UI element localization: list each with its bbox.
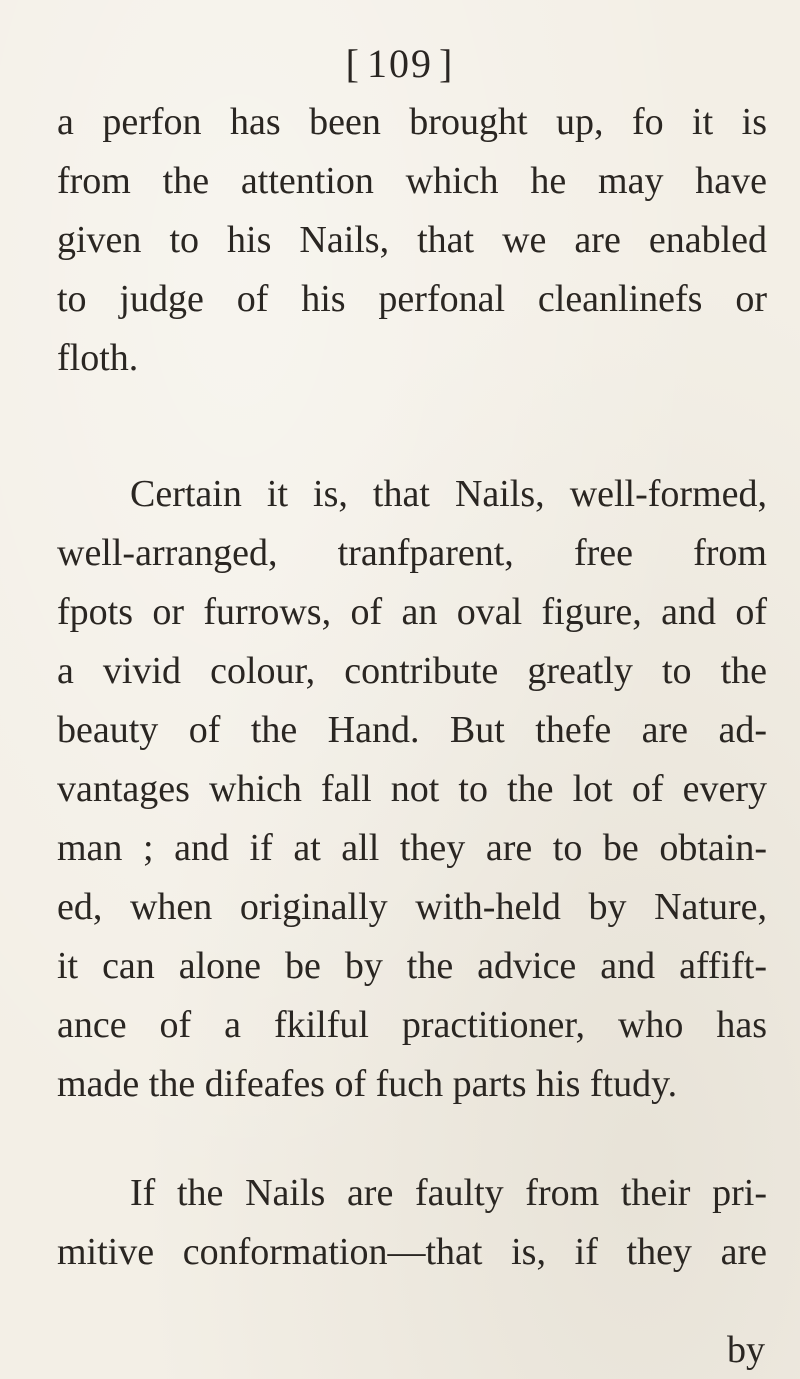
text-line: ance of a fkilful practitioner, who has: [57, 1004, 767, 1046]
text-line: made the difeafes of fuch parts his ftudy.: [57, 1063, 678, 1105]
text-line: ed, when originally with-held by Nature,: [57, 886, 767, 928]
text-line: mitive conformation—that is, if they are: [57, 1231, 767, 1273]
text-line: fpots or furrows, of an oval figure, and of: [57, 591, 767, 633]
text-line: If the Nails are faulty from their pri-: [130, 1172, 767, 1214]
paragraph-1: [57, 93, 767, 388]
page-number: 109: [367, 41, 433, 86]
text-line: Certain it is, that Nails, well-formed,: [130, 473, 767, 515]
text-line: to judge of his perfonal cleanlinefs or: [57, 278, 767, 320]
text-line: given to his Nails, that we are enabled: [57, 219, 767, 261]
paragraph-2: [57, 465, 767, 1114]
text-line: beauty of the Hand. But thefe are ad-: [57, 709, 767, 751]
left-bracket: [: [345, 41, 361, 86]
text-line: floth.: [57, 337, 139, 379]
text-line: a perfon has been brought up, fo it is: [57, 101, 767, 143]
text-line: well-arranged, tranfparent, free from: [57, 532, 767, 574]
text-line: from the attention which he may have: [57, 160, 767, 202]
text-line: a vivid colour, contribute greatly to the: [57, 650, 767, 692]
catchword: by: [727, 1329, 765, 1371]
right-bracket: ]: [439, 41, 455, 86]
paragraph-3: [57, 1164, 767, 1282]
text-line: vantages which fall not to the lot of every: [57, 768, 767, 810]
text-line: it can alone be by the advice and affift-: [57, 945, 767, 987]
page-header: [0, 40, 800, 87]
text-line: man ; and if at all they are to be obtain-: [57, 827, 767, 869]
